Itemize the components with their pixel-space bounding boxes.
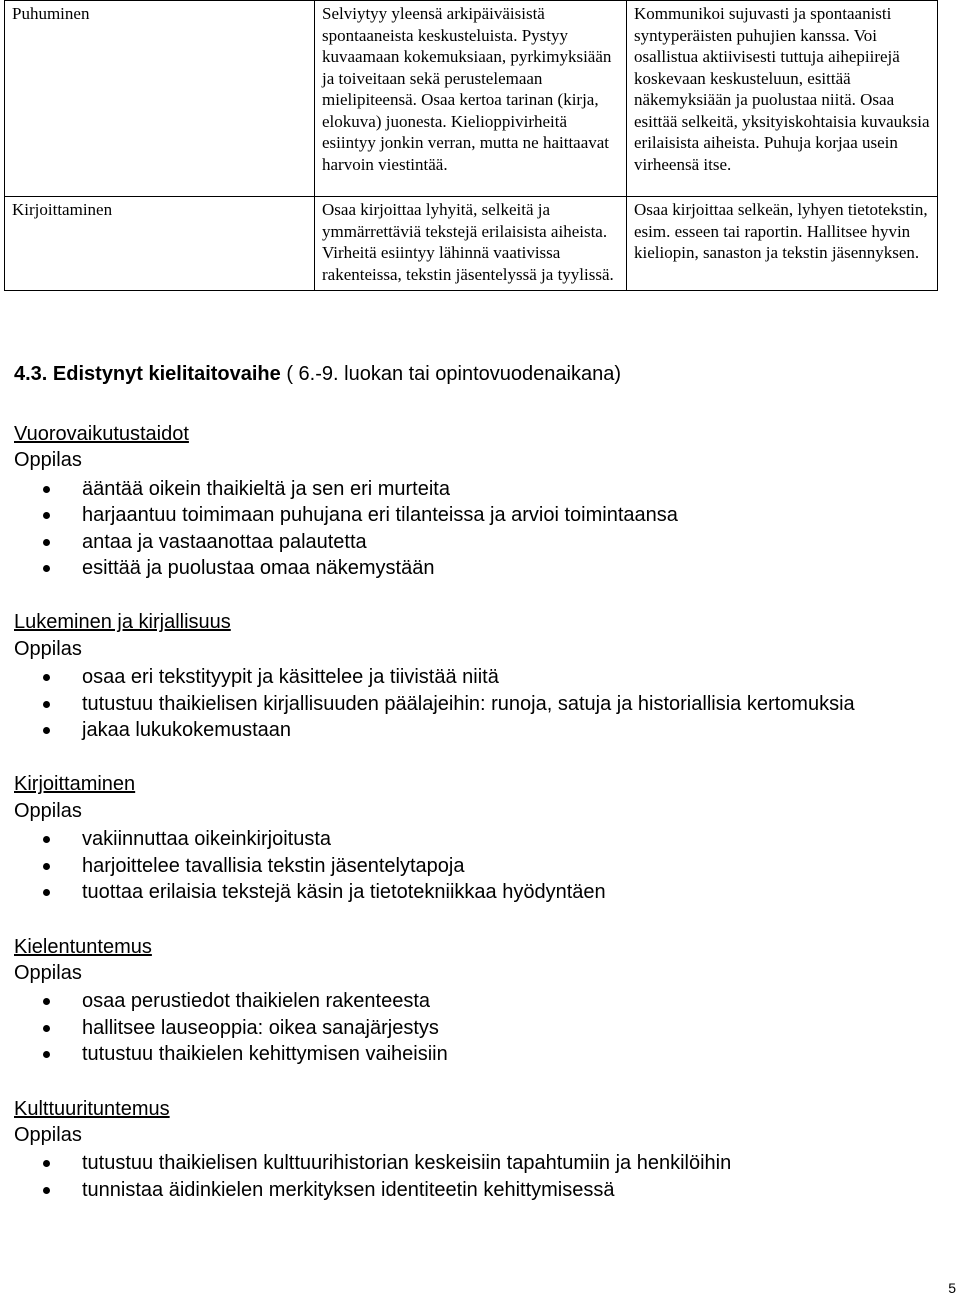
level-description — [627, 1, 938, 197]
list-item — [14, 1015, 934, 1041]
group-subtitle: Oppilas — [14, 449, 82, 472]
proficiency-table — [4, 0, 938, 291]
group-subtitle: Oppilas — [14, 799, 82, 822]
bullet-icon — [43, 998, 50, 1005]
group-kielentuntemus — [14, 934, 934, 1068]
list-item-text: osaa perustiedot thaikielen rakenteesta — [82, 990, 431, 1013]
level-description — [627, 197, 938, 291]
list-item-text: tunnistaa äidinkielen merkityksen identiteetin kehittymisessä — [82, 1178, 615, 1201]
row-label — [5, 197, 315, 291]
list-item-text: ääntää oikein thaikieltä ja sen eri murteita — [82, 477, 450, 500]
bullet-icon — [43, 727, 50, 734]
bullet-list — [14, 1150, 934, 1203]
bullet-icon — [43, 1160, 50, 1167]
table-row — [5, 197, 938, 291]
list-item-text: hallitsee lauseoppia: oikea sanajärjestys — [82, 1016, 439, 1039]
bullet-icon — [43, 512, 50, 519]
list-item — [14, 717, 934, 743]
list-item — [14, 476, 934, 502]
section-heading-rest: ( 6.-9. luokan tai opintovuodenaikana) — [280, 363, 622, 385]
level-description-text: Osaa kirjoittaa lyhyitä, selkeitä ja ymmärrettäviä tekstejä erilaisista aiheista. Virheitä esiintyy lähinnä vaativissa rakenteissa, tekstin jäsentelyssä ja tyylissä. — [322, 200, 614, 284]
section-heading-number: 4.3. Edistynyt kielitaitovaihe — [14, 363, 281, 385]
bullet-icon — [43, 486, 50, 493]
section-content — [14, 360, 934, 1231]
bullet-list — [14, 988, 934, 1067]
list-item — [14, 1150, 934, 1176]
bullet-icon — [43, 701, 50, 708]
row-label-text: Puhuminen — [12, 4, 90, 23]
list-item-text: tutustuu thaikielen kehittymisen vaiheisiin — [82, 1043, 448, 1066]
bullet-list — [14, 664, 934, 743]
list-item — [14, 826, 934, 852]
bullet-icon — [43, 1025, 50, 1032]
list-item — [14, 1177, 934, 1203]
group-title: Vuorovaikutustaidot — [14, 423, 189, 445]
group-subtitle: Oppilas — [14, 637, 82, 660]
bullet-icon — [43, 674, 50, 681]
table-row — [5, 1, 938, 197]
group-vuorovaikutustaidot — [14, 421, 934, 581]
bullet-list — [14, 826, 934, 905]
list-item-text: osaa eri tekstityypit ja käsittelee ja tiivistää niitä — [82, 666, 499, 689]
bullet-icon — [43, 889, 50, 896]
list-item — [14, 664, 934, 690]
group-title: Kielentuntemus — [14, 935, 152, 958]
list-item — [14, 853, 934, 879]
group-kulttuurituntemus — [14, 1096, 934, 1204]
group-title: Kulttuurituntemus — [14, 1097, 170, 1120]
group-title: Lukeminen ja kirjallisuus — [14, 611, 231, 634]
bullet-icon — [43, 565, 50, 572]
list-item-text: tuottaa erilaisia tekstejä käsin ja tietotekniikkaa hyödyntäen — [82, 881, 606, 904]
list-item-text: tutustuu thaikielisen kulttuurihistorian keskeisiin tapahtumiin ja henkilöihin — [82, 1152, 732, 1175]
level-description-text: Osaa kirjoittaa selkeän, lyhyen tietotekstin, esim. esseen tai raportin. Hallitsee hyvin kieliopin, sanaston ja tekstin jäsennyksen. — [634, 200, 928, 262]
list-item-text: harjaantuu toimimaan puhujana eri tilanteissa ja arvioi toimintaansa — [82, 504, 678, 527]
list-item — [14, 988, 934, 1014]
list-item-text: harjoittelee tavallisia tekstin jäsentelytapoja — [82, 854, 465, 877]
bullet-icon — [43, 1051, 50, 1058]
bullet-icon — [43, 1187, 50, 1194]
list-item-text: esittää ja puolustaa omaa näkemystään — [82, 557, 435, 580]
group-title: Kirjoittaminen — [14, 773, 136, 796]
group-kirjoittaminen — [14, 771, 934, 905]
section-heading — [14, 360, 934, 388]
level-description-text: Selviytyy yleensä arkipäiväisistä spontaaneista keskusteluista. Pystyy kuvaamaan kokemuksiaan, pyrkimyksiään ja toiveitaan sekä perustelemaan mielipiteensä. Osaa kertoa tarinan (kirja, elokuva) juonesta. Kielioppivirheitä esiintyy jonkin verran, mutta ne haittaavat harvoin viestintää. — [322, 4, 612, 174]
bullet-list — [14, 476, 934, 582]
list-item-text: vakiinnuttaa oikeinkirjoitusta — [82, 828, 332, 851]
bullet-icon — [43, 539, 50, 546]
level-description — [315, 197, 627, 291]
bullet-icon — [43, 836, 50, 843]
list-item — [14, 1041, 934, 1067]
page-number: 5 — [948, 1280, 956, 1296]
list-item — [14, 555, 934, 581]
list-item-text: tutustuu thaikielisen kirjallisuuden päälajeihin: runoja, satuja ja historiallisia kertomuksia — [82, 692, 855, 715]
list-item-text: antaa ja vastaanottaa palautetta — [82, 530, 367, 553]
row-label — [5, 1, 315, 197]
list-item-text: jakaa lukukokemustaan — [82, 719, 292, 742]
list-item — [14, 529, 934, 555]
level-description — [315, 1, 627, 197]
group-subtitle: Oppilas — [14, 1123, 82, 1146]
bullet-icon — [43, 863, 50, 870]
group-subtitle: Oppilas — [14, 961, 82, 984]
list-item — [14, 879, 934, 905]
row-label-text: Kirjoittaminen — [12, 200, 113, 219]
list-item — [14, 691, 934, 717]
group-lukeminen — [14, 609, 934, 743]
list-item — [14, 502, 934, 528]
level-description-text: Kommunikoi sujuvasti ja spontaanisti syntyperäisten puhujien kanssa. Voi osallistua aktiivisesti tuttuja aihepiirejä koskevaan keskusteluun, esittää näkemyksiään ja puolustaa niitä. Osaa esittää selkeitä, yksityiskohtaisia kuvauksia erilaisista aiheista. Puhuja korjaa usein virheensä itse. — [634, 4, 930, 174]
